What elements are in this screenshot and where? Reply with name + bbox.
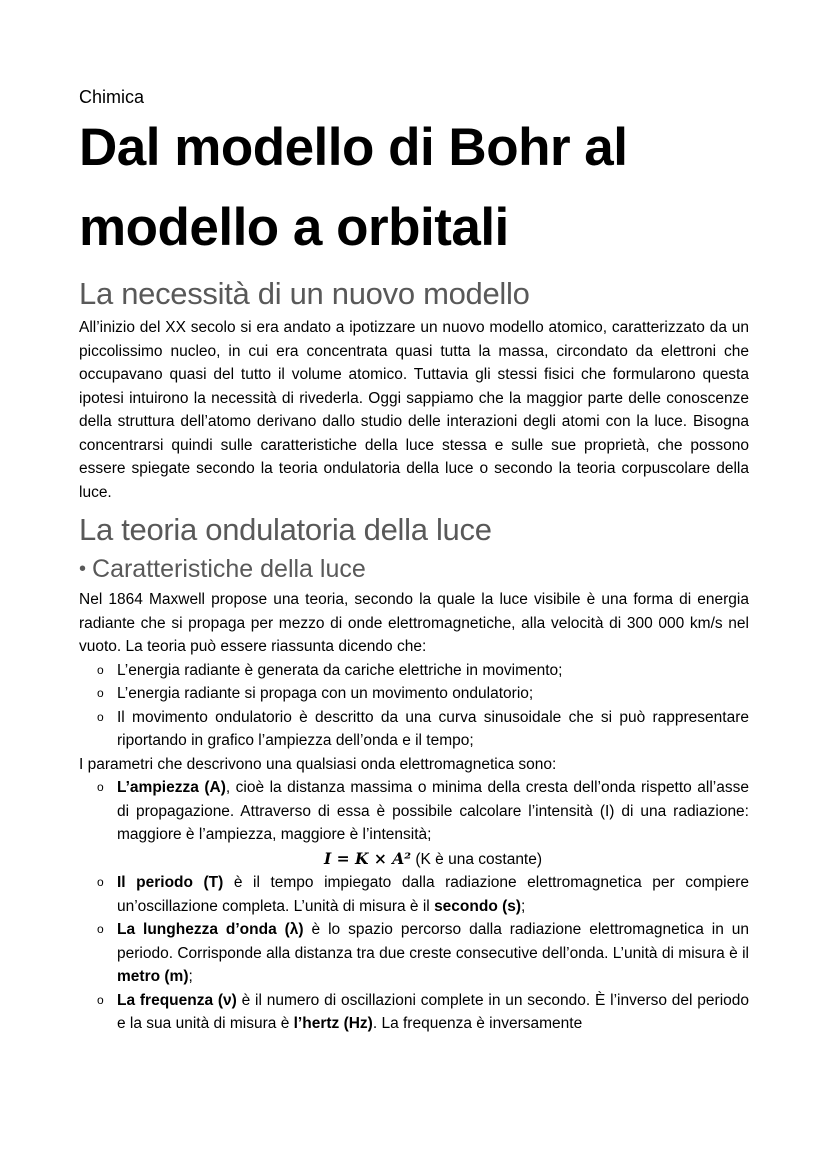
circle-bullet-icon: o (97, 875, 104, 889)
bullet-icon: • (79, 558, 87, 580)
param-unit: secondo (s) (434, 897, 522, 915)
circle-bullet-icon: o (97, 780, 104, 794)
theory-points-list (79, 659, 749, 753)
maxwell-paragraph: Nel 1864 Maxwell propose una teoria, secondo la quale la luce visibile è una forma di energia radiante che si propaga per mezzo di onde elettromagnetiche, alla velocità di 300 000 km/s nel vuoto. La teoria può essere riassunta dicendo che: (79, 591, 749, 655)
title-line-2: modello a orbitali (79, 198, 509, 257)
circle-bullet-icon: o (97, 922, 104, 936)
list-item: o L’energia radiante si propaga con un movimento ondulatorio; (79, 682, 749, 706)
circle-bullet-icon: o (97, 992, 104, 1007)
param-amplitude: o L’ampiezza (A), cioè la distanza massima o minima della cresta dell’onda rispetto all’asse di propagazione. Attraverso di essa è possibile calcolare l’intensità (I) di una radiazione: maggiore è l’ampiezza, maggiore è l’intensità; (79, 776, 749, 847)
list-item: o L’energia radiante è generata da cariche elettriche in movimento; (79, 659, 749, 683)
formula-expression: I = K × A² (323, 848, 412, 868)
circle-bullet-icon: o (97, 662, 104, 677)
parameters-list-continued (79, 871, 749, 1036)
parameters-list (79, 776, 749, 847)
param-term: L’ampiezza (A) (117, 779, 226, 796)
page-title (79, 108, 749, 268)
parameters-intro: I parametri che descrivono una qualsiasi onda elettromagnetica sono: (79, 755, 557, 773)
section-heading-wave-theory: La teoria ondulatoria della luce (79, 512, 492, 547)
param-unit: l’hertz (Hz) (293, 1015, 373, 1032)
circle-bullet-icon: o (97, 709, 104, 724)
formula-note: (K è una costante) (411, 850, 543, 868)
circle-bullet-icon: o (97, 686, 104, 700)
param-frequency: o La frequenza (ν) è il numero di oscillazioni complete in un secondo. È l’inverso del periodo e la sua unità di misura è l’hertz (Hz). La frequenza è inversamente (79, 989, 749, 1036)
title-line-1: Dal modello di Bohr al (79, 118, 628, 177)
subject-label: Chimica (79, 87, 145, 107)
subheading-text: Caratteristiche della luce (92, 555, 366, 583)
section-heading-new-model: La necessità di un nuovo modello (79, 276, 530, 311)
list-item: o Il movimento ondulatorio è descritto da una curva sinusoidale che si può rappresentare riportando in grafico l’ampiezza dell’onda e il tempo; (79, 706, 749, 753)
param-period: o Il periodo (T) è il tempo impiegato dalla radiazione elettromagnetica per compiere un’oscillazione completa. L’unità di misura è il secondo (s); (79, 871, 749, 918)
document-content (79, 86, 749, 1036)
param-term: La lunghezza d’onda (λ) (117, 921, 304, 938)
param-unit: metro (m) (117, 968, 189, 985)
param-term: La frequenza (ν) (117, 991, 237, 1009)
subheading-light-characteristics (79, 552, 749, 586)
param-term: Il periodo (T) (117, 874, 224, 891)
intro-paragraph: All’inizio del XX secolo si era andato a ipotizzare un nuovo modello atomico, caratterizzato da un piccolissimo nucleo, in cui era concentrata quasi tutta la massa, circondato da elettroni che occupavano quasi del tutto il volume atomico. Tuttavia gli stessi fisici che formularono questa ipotesi intuirono la necessità di rivederla. Oggi sappiamo che la maggior parte delle conoscenze della struttura dell’atomo derivano dallo studio delle interazioni degli atomi con la luce. Bisogna concentrarsi quindi sulle caratteristiche della luce stessa e sulle sue proprietà, che possono essere spiegate secondo la teoria ondulatoria della luce o secondo la teoria corpuscolare della luce. (79, 319, 749, 501)
param-wavelength: o La lunghezza d’onda (λ) è lo spazio percorso dalla radiazione elettromagnetica in un periodo. Corrisponde alla distanza tra due creste consecutive dell’onda. L’unità di misura è il metro (m); (79, 918, 749, 989)
intensity-formula (79, 847, 749, 872)
